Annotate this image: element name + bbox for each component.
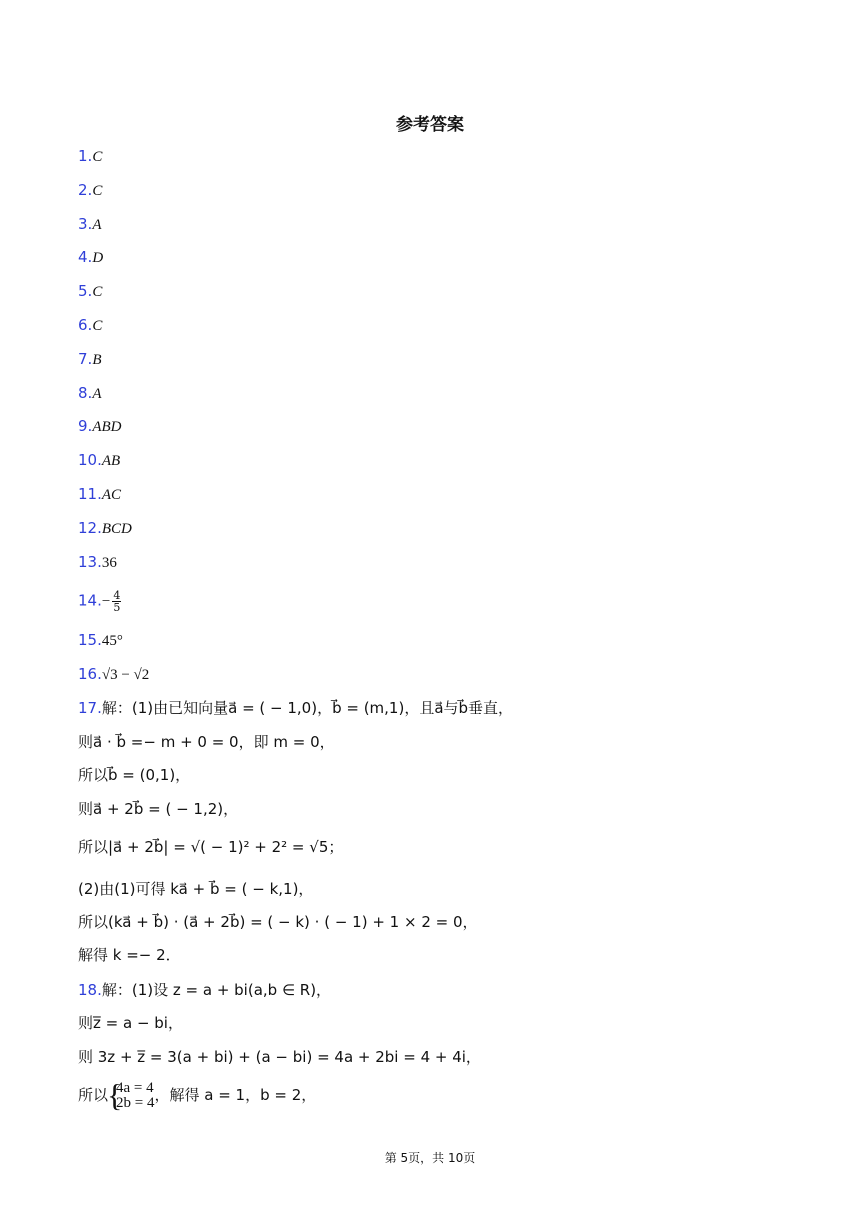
solution-text: 则a⃗ · b⃗ =− m + 0 = 0，即 m = 0，	[78, 733, 335, 751]
answer-value: C	[92, 149, 103, 165]
answer-number: 10.	[78, 451, 102, 469]
left-brace-icon: {	[107, 1076, 123, 1113]
solution-line	[78, 1013, 183, 1033]
answer-value: 36	[101, 555, 117, 571]
equation-system	[107, 1076, 155, 1113]
answer-value: ABD	[92, 419, 122, 435]
answer-number: 6.	[78, 316, 93, 334]
solution-text: 所以|a⃗ + 2b⃗| = √( − 1)² + 2² = √5；	[78, 838, 344, 856]
answer-number: 4.	[78, 248, 93, 266]
answer-number: 14.	[78, 591, 102, 610]
system-prefix: 所以	[78, 1086, 109, 1104]
answer-item	[78, 484, 121, 505]
solution-text: 则z̅ = a − bi，	[78, 1014, 183, 1032]
solution-line	[78, 837, 343, 857]
answer-item	[78, 247, 103, 268]
answer-number: 2.	[78, 181, 93, 199]
question-number: 17.	[78, 699, 102, 717]
answer-item	[78, 630, 123, 651]
fraction-denominator: 5	[113, 601, 121, 614]
answer-value: D	[92, 250, 104, 266]
answer-item	[78, 552, 117, 573]
answer-number: 8.	[78, 384, 93, 402]
solution-line	[78, 1047, 481, 1067]
answer-item	[78, 416, 121, 437]
answer-value: √3 − √2	[101, 667, 150, 683]
answer-value: C	[92, 284, 103, 300]
answer-value: B	[92, 352, 102, 368]
answer-item	[78, 214, 101, 235]
solution-text: 解得 k =− 2．	[78, 946, 181, 964]
answer-item	[78, 315, 102, 336]
answer-number: 11.	[78, 485, 102, 503]
answer-value: 45°	[101, 633, 123, 649]
system-suffix: ，解得 a = 1，b = 2，	[154, 1086, 317, 1104]
solution-text: 解：(1)由已知向量a⃗ = ( − 1,0)，b⃗ = (m,1)，且a⃗与b⃗垂直，	[101, 699, 514, 717]
solution-line	[78, 945, 181, 965]
answer-item	[78, 518, 132, 539]
answer-item	[78, 590, 121, 613]
answer-value: BCD	[101, 521, 132, 537]
solution-text: (2)由(1)可得 ka⃗ + b⃗ = ( − k,1)，	[78, 880, 314, 898]
page-title: 参考答案	[396, 115, 464, 135]
answer-value: AC	[101, 487, 122, 503]
solution-line	[78, 799, 238, 819]
solution-text: 所以b⃗ = (0,1)，	[78, 766, 191, 784]
answer-item	[78, 281, 102, 302]
fraction-numerator: 4	[113, 589, 121, 602]
answer-number: 5.	[78, 282, 93, 300]
solution-line	[78, 912, 478, 932]
answer-item	[78, 349, 101, 370]
solution-text: 解：(1)设 z = a + bi(a,b ∈ R)，	[101, 981, 332, 999]
answer-item	[78, 180, 102, 201]
answer-number: 3.	[78, 215, 93, 233]
page-footer: 第 5页，共 10页	[384, 1151, 476, 1165]
answer-fraction	[112, 590, 121, 613]
answer-number: 16.	[78, 665, 102, 683]
answer-number: 13.	[78, 553, 102, 571]
answer-number: 15.	[78, 631, 102, 649]
answer-number: 9.	[78, 417, 93, 435]
answer-number: 1.	[78, 147, 93, 165]
solution-line	[78, 698, 513, 718]
answer-value: C	[92, 183, 103, 199]
answer-value: C	[92, 318, 103, 334]
equation-bottom: 2b = 4	[116, 1094, 155, 1111]
answer-sign: −	[101, 593, 111, 610]
answer-item	[78, 146, 102, 167]
answer-item	[78, 450, 120, 471]
answer-number: 7.	[78, 350, 93, 368]
solution-line	[78, 879, 313, 899]
answer-value: AB	[101, 453, 121, 469]
question-number: 18.	[78, 981, 102, 999]
answer-item	[78, 383, 101, 404]
solution-text: 则a⃗ + 2b⃗ = ( − 1,2)，	[78, 800, 239, 818]
solution-line	[78, 980, 331, 1000]
solution-text: 则 3z + z̅ = 3(a + bi) + (a − bi) = 4a + 2bi = 4 + 4i，	[78, 1048, 481, 1066]
equation-system-line	[78, 1076, 317, 1113]
solution-line	[78, 732, 335, 752]
answer-number: 12.	[78, 519, 102, 537]
answer-item	[78, 664, 149, 685]
answer-value: A	[92, 386, 102, 402]
equation-top: 4a = 4	[116, 1079, 154, 1096]
solution-line	[78, 765, 190, 785]
answer-value: A	[92, 217, 102, 233]
solution-text: 所以(ka⃗ + b⃗) · (a⃗ + 2b⃗) = ( − k) · ( − 1) + 1 × 2 = 0，	[78, 913, 478, 931]
